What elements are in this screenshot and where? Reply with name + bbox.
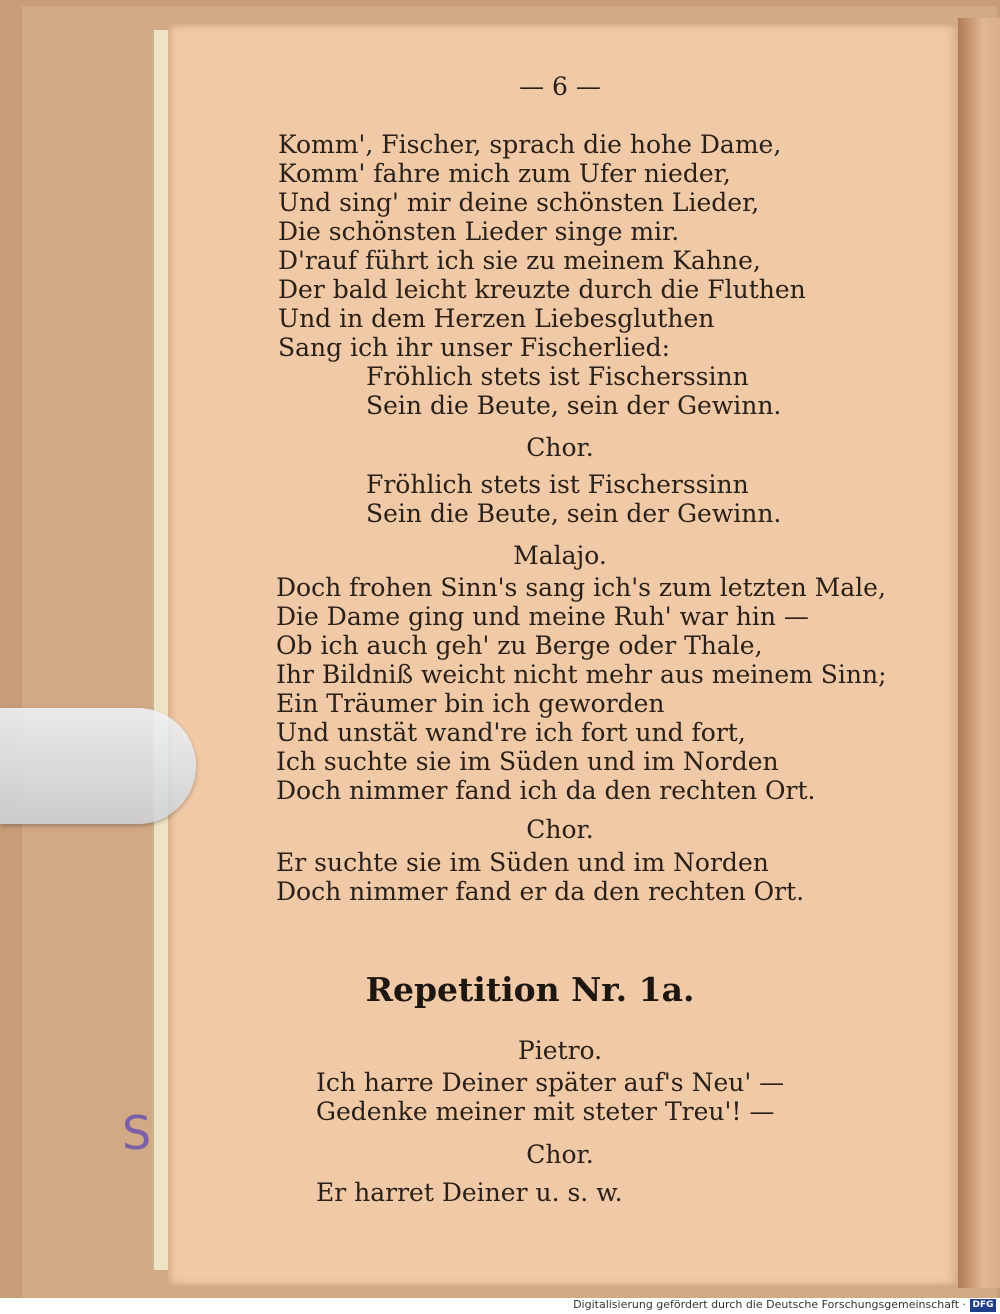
verse-line: D'rauf führt ich sie zu meinem Kahne, — [278, 246, 761, 275]
chor-line: Fröhlich stets ist Fischerssinn — [366, 470, 749, 499]
verse-line: Komm', Fischer, sprach die hohe Dame, — [278, 130, 782, 159]
verse-line: Und unstät wand're ich fort und fort, — [276, 718, 746, 747]
chor-line: Sein die Beute, sein der Gewinn. — [366, 499, 782, 528]
chor-line: Doch nimmer fand er da den rechten Ort. — [276, 877, 805, 906]
speaker-label-chor: Chor. — [526, 1140, 594, 1169]
verse-line: Und in dem Herzen Liebesgluthen — [278, 304, 715, 333]
verse-line: Die schönsten Lieder singe mir. — [278, 217, 680, 246]
verse-line: Ob ich auch geh' zu Berge oder Thale, — [276, 631, 763, 660]
speaker-label-chor: Chor. — [526, 815, 594, 844]
verse-line: Der bald leicht kreuzte durch die Fluthen — [278, 275, 806, 304]
verse-line: Doch nimmer fand ich da den rechten Ort. — [276, 776, 816, 805]
funding-notice: Digitalisierung gefördert durch die Deutsche Forschungsgemeinschaft · — [573, 1298, 966, 1311]
verse-line: Und sing' mir deine schönsten Lieder, — [278, 188, 760, 217]
page-gutter-shadow — [958, 18, 1000, 1288]
speaker-label-pietro: Pietro. — [517, 1036, 603, 1065]
glass-weight-clip — [0, 708, 196, 824]
speaker-label-chor: Chor. — [526, 433, 594, 462]
chor-line: Er suchte sie im Süden und im Norden — [276, 848, 769, 877]
verse-line: Doch frohen Sinn's sang ich's zum letzten Male, — [276, 573, 886, 602]
chor-line: Er harret Deiner u. s. w. — [316, 1178, 623, 1207]
verse-line: Ihr Bildniß weicht nicht mehr aus meinem Sinn; — [276, 660, 887, 689]
verse-line: Sang ich ihr unser Fischerlied: — [278, 333, 671, 362]
refrain-line: Fröhlich stets ist Fischerssinn — [366, 362, 749, 391]
verse-line: Die Dame ging und meine Ruh' war hin — — [276, 602, 809, 631]
verse-line: Gedenke meiner mit steter Treu'! — — [316, 1097, 775, 1126]
verse-line: Ein Träumer bin ich geworden — [276, 689, 665, 718]
refrain-line: Sein die Beute, sein der Gewinn. — [366, 391, 782, 420]
footer-bar — [0, 1298, 1000, 1314]
section-heading: Repetition Nr. 1a. — [365, 970, 695, 1009]
speaker-label-malajo: Malajo. — [513, 541, 607, 570]
verse-line: Komm' fahre mich zum Ufer nieder, — [278, 159, 731, 188]
verse-line: Ich suchte sie im Süden und im Norden — [276, 747, 779, 776]
verse-line: Ich harre Deiner später auf's Neu' — — [316, 1068, 785, 1097]
dfg-logo: DFG — [970, 1299, 996, 1312]
page-number: — 6 — — [519, 72, 601, 101]
library-stamp: S — [122, 1106, 152, 1160]
